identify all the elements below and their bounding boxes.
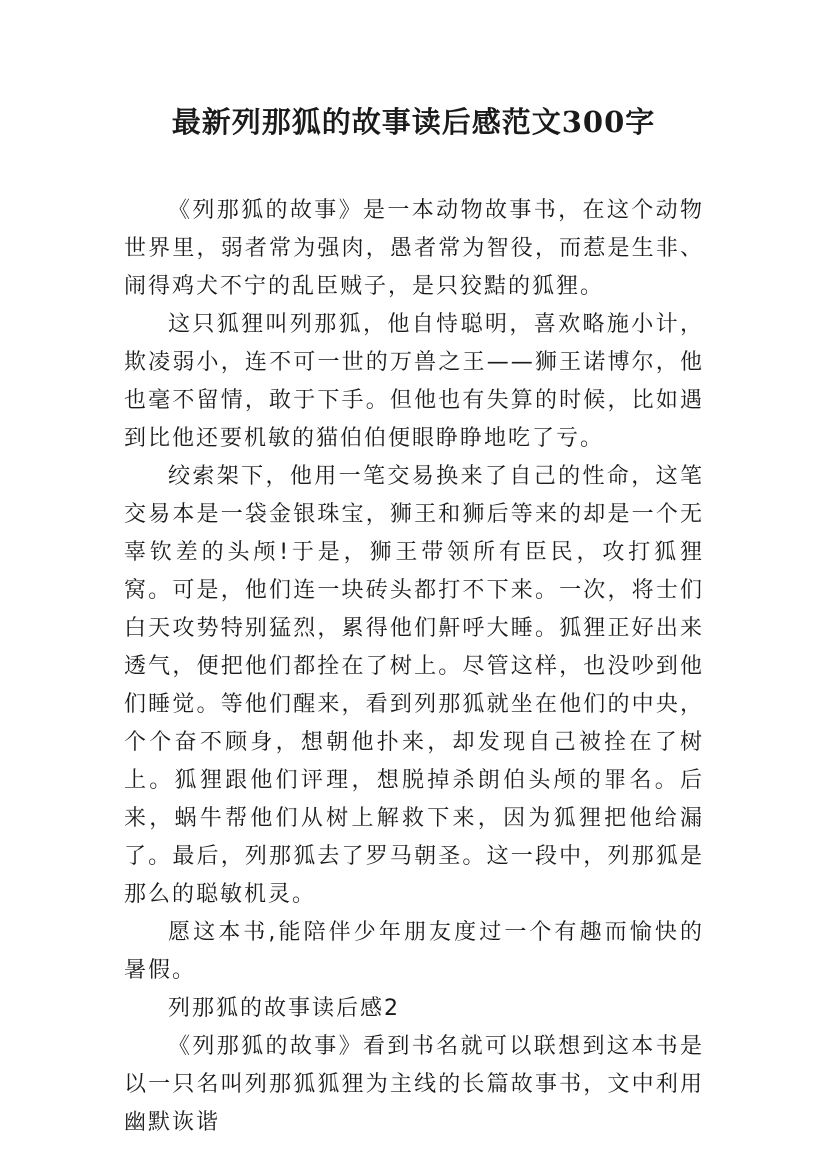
paragraph-4: 愿这本书,能陪伴少年朋友度过一个有趣而愉快的暑假。	[124, 920, 704, 983]
paragraph-5: 《列那狐的故事》看到书名就可以联想到这本书是以一只名叫列那狐狐狸为主线的长篇故事书，文中利用幽默诙谐	[124, 1034, 704, 1135]
section-heading: 列那狐的故事读后感2	[168, 996, 400, 1021]
paragraph-1: 《列那狐的故事》是一本动物故事书，在这个动物世界里，弱者常为强肉，愚者常为智役，而惹是生非、闹得鸡犬不宁的乱臣贼子，是只狡黠的狐狸。	[124, 198, 704, 299]
document-title: 最新列那狐的故事读后感范文300字	[171, 105, 656, 139]
paragraph-3: 绞索架下，他用一笔交易换来了自己的性命，这笔交易本是一袋金银珠宝，狮王和狮后等来的却是一个无辜钦差的头颅!于是，狮王带领所有臣民，攻打狐狸窝。可是，他们连一块砖头都打不下来。一次，将士们白天攻势特别猛烈，累得他们鼾呼大睡。狐狸正好出来透气，便把他们都拴在了树上。尽管这样，也没吵到他们睡觉。等他们醒来，看到列那狐就坐在他们的中央，个个奋不顾身，想朝他扑来，却发现自己被拴在了树上。狐狸跟他们评理，想脱掉杀朗伯头颅的罪名。后来，蜗牛帮他们从树上解救下来，因为狐狸把他给漏了。最后，列那狐去了罗马朝圣。这一段中，列那狐是那么的聪敏机灵。	[124, 464, 704, 907]
paragraph-2: 这只狐狸叫列那狐，他自恃聪明，喜欢略施小计，欺凌弱小，连不可一世的万兽之王——狮王诺博尔，他也毫不留情，敢于下手。但他也有失算的时候，比如遇到比他还要机敏的猫伯伯便眼睁睁地吃了亏。	[124, 312, 704, 451]
document-body	[124, 192, 704, 1142]
